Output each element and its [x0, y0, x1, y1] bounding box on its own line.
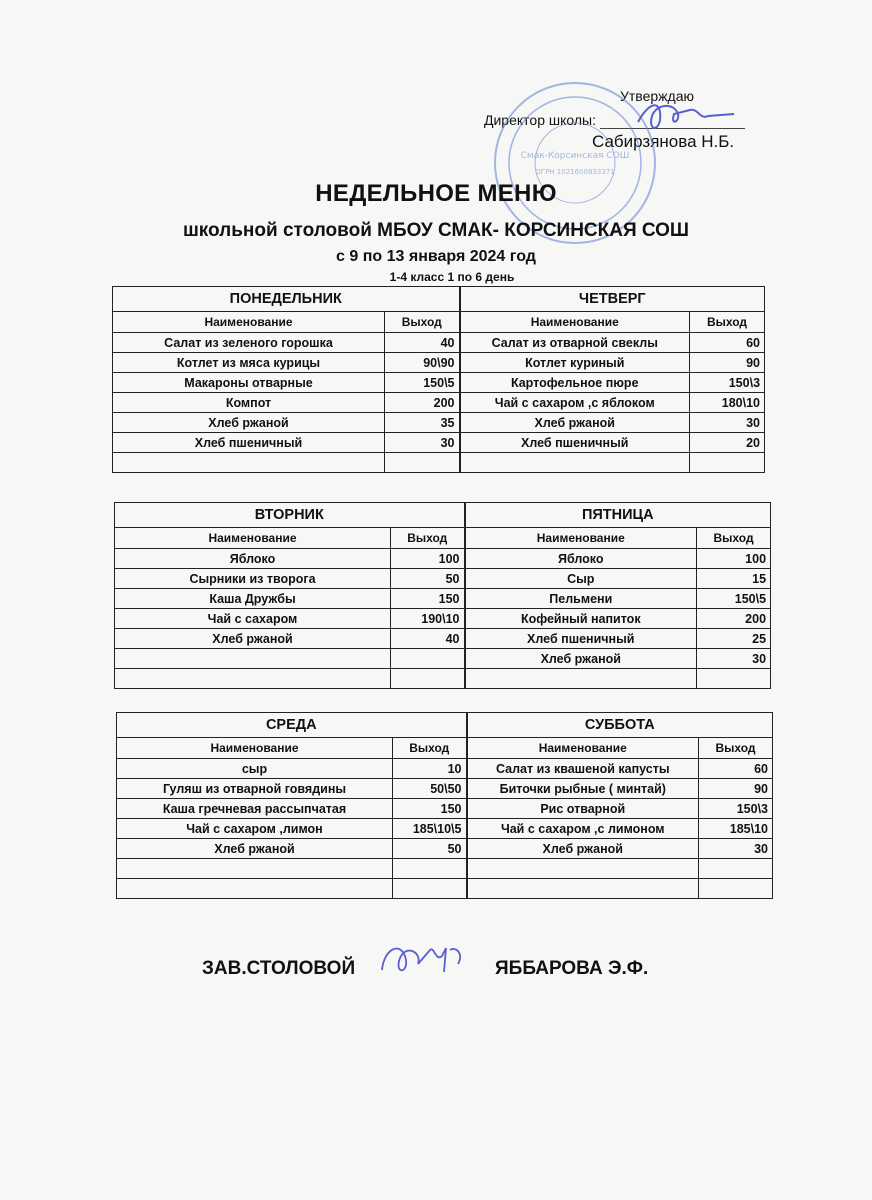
table-row	[113, 433, 765, 453]
table-row	[117, 779, 773, 799]
dish-qty: 20	[690, 433, 765, 453]
dish-qty	[699, 879, 773, 899]
table-row	[113, 453, 765, 473]
table-row	[113, 353, 765, 373]
dish-name: Котлет из мяса курицы	[113, 353, 385, 373]
col-name-header: Наименование	[115, 528, 391, 549]
menu-period: с 9 по 13 января 2024 год	[336, 248, 536, 265]
menu-grades: 1-4 класс 1 по 6 день	[389, 270, 515, 284]
dish-name: Каша Дружбы	[115, 589, 391, 609]
dish-qty: 40	[385, 333, 460, 353]
dish-name: Яблоко	[115, 549, 391, 569]
dish-qty	[391, 669, 465, 689]
dish-qty: 50	[391, 569, 465, 589]
dish-qty	[690, 453, 765, 473]
dish-qty: 30	[699, 839, 773, 859]
dish-name: Хлеб ржаной	[460, 413, 690, 433]
day-name-right: СУББОТА	[467, 713, 773, 738]
day-header-row	[115, 503, 771, 528]
dish-name: Салат из зеленого горошка	[113, 333, 385, 353]
dish-qty	[393, 879, 467, 899]
dish-name: Биточки рыбные ( минтай)	[467, 779, 699, 799]
menu-table-mon-thu	[112, 286, 765, 473]
table-row	[115, 609, 771, 629]
dish-qty	[393, 859, 467, 879]
dish-qty: 60	[699, 759, 773, 779]
table-row	[113, 413, 765, 433]
table-row	[115, 569, 771, 589]
col-qty-header: Выход	[385, 312, 460, 333]
dish-qty: 90\90	[385, 353, 460, 373]
dish-name: Чай с сахаром	[115, 609, 391, 629]
table-row	[117, 819, 773, 839]
dish-qty	[385, 453, 460, 473]
dish-name: сыр	[117, 759, 393, 779]
dish-name	[117, 879, 393, 899]
dish-qty	[699, 859, 773, 879]
dish-qty: 150\3	[690, 373, 765, 393]
dish-qty: 35	[385, 413, 460, 433]
dish-name: Хлеб пшеничный	[460, 433, 690, 453]
dish-name: Сырники из творога	[115, 569, 391, 589]
dish-qty: 50\50	[393, 779, 467, 799]
col-name-header: Наименование	[460, 312, 690, 333]
stamp-text-1: Смак-Корсинская СОШ	[520, 151, 630, 161]
table-row	[117, 859, 773, 879]
col-qty-header: Выход	[391, 528, 465, 549]
dish-qty: 150\5	[697, 589, 771, 609]
dish-name: Яблоко	[465, 549, 697, 569]
col-qty-header: Выход	[393, 738, 467, 759]
dish-qty: 100	[697, 549, 771, 569]
dish-qty: 150	[393, 799, 467, 819]
dish-name: Хлеб ржаной	[115, 629, 391, 649]
director-label: Директор школы:	[484, 112, 596, 128]
table-row	[113, 393, 765, 413]
day-name-right: ЧЕТВЕРГ	[460, 287, 765, 312]
dish-name: Хлеб ржаной	[117, 839, 393, 859]
stamp-text-2: ОГРН 1021600833371	[535, 168, 615, 176]
dish-name	[117, 859, 393, 879]
dish-qty: 200	[697, 609, 771, 629]
day-name-left: ВТОРНИК	[115, 503, 465, 528]
director-signature	[630, 92, 740, 142]
column-header-row	[115, 528, 771, 549]
day-name-right: ПЯТНИЦА	[465, 503, 771, 528]
table-row	[113, 373, 765, 393]
col-name-header: Наименование	[467, 738, 699, 759]
dish-qty: 90	[699, 779, 773, 799]
table-row	[117, 839, 773, 859]
dish-name: Чай с сахаром ,с лимоном	[467, 819, 699, 839]
col-qty-header: Выход	[697, 528, 771, 549]
dish-name	[113, 453, 385, 473]
dish-name: Рис отварной	[467, 799, 699, 819]
table-row	[115, 549, 771, 569]
dish-qty: 185\10\5	[393, 819, 467, 839]
menu-table-tue-fri	[114, 502, 771, 689]
canteen-head-name: ЯББАРОВА Э.Ф.	[495, 958, 649, 979]
dish-name: Чай с сахаром ,с яблоком	[460, 393, 690, 413]
dish-name: Хлеб пшеничный	[465, 629, 697, 649]
dish-qty: 100	[391, 549, 465, 569]
dish-name: Компот	[113, 393, 385, 413]
dish-name: Чай с сахаром ,лимон	[117, 819, 393, 839]
menu-table-wed-sat	[116, 712, 773, 899]
dish-name: Хлеб ржаной	[465, 649, 697, 669]
col-name-header: Наименование	[113, 312, 385, 333]
column-header-row	[113, 312, 765, 333]
approve-label: Утверждаю	[620, 88, 694, 104]
column-header-row	[117, 738, 773, 759]
dish-qty: 30	[385, 433, 460, 453]
dish-qty: 150\5	[385, 373, 460, 393]
table-row	[115, 649, 771, 669]
table-row	[117, 759, 773, 779]
day-header-row	[113, 287, 765, 312]
day-name-left: ПОНЕДЕЛЬНИК	[113, 287, 460, 312]
dish-qty	[697, 669, 771, 689]
dish-name: Макароны отварные	[113, 373, 385, 393]
col-name-header: Наименование	[465, 528, 697, 549]
dish-name: Хлеб ржаной	[467, 839, 699, 859]
canteen-head-signature	[372, 930, 472, 990]
dish-qty: 25	[697, 629, 771, 649]
table-row	[115, 629, 771, 649]
dish-qty: 30	[697, 649, 771, 669]
dish-name: Кофейный напиток	[465, 609, 697, 629]
dish-qty: 30	[690, 413, 765, 433]
day-header-row	[117, 713, 773, 738]
col-qty-header: Выход	[699, 738, 773, 759]
day-name-left: СРЕДА	[117, 713, 467, 738]
dish-qty: 190\10	[391, 609, 465, 629]
table-row	[115, 669, 771, 689]
dish-qty: 200	[385, 393, 460, 413]
dish-qty: 10	[393, 759, 467, 779]
dish-qty: 150\3	[699, 799, 773, 819]
dish-qty: 185\10	[699, 819, 773, 839]
dish-name: Каша гречневая рассыпчатая	[117, 799, 393, 819]
dish-qty: 50	[393, 839, 467, 859]
dish-qty: 40	[391, 629, 465, 649]
dish-qty: 150	[391, 589, 465, 609]
dish-name: Котлет куриный	[460, 353, 690, 373]
dish-qty: 90	[690, 353, 765, 373]
table-row	[115, 589, 771, 609]
dish-name: Сыр	[465, 569, 697, 589]
dish-name	[115, 669, 391, 689]
dish-name	[467, 859, 699, 879]
page-subtitle: школьной столовой МБОУ СМАК- КОРСИНСКАЯ СОШ	[182, 220, 690, 241]
dish-name: Хлеб пшеничный	[113, 433, 385, 453]
table-row	[117, 879, 773, 899]
dish-qty	[391, 649, 465, 669]
dish-name: Хлеб ржаной	[113, 413, 385, 433]
dish-name	[115, 649, 391, 669]
dish-qty: 60	[690, 333, 765, 353]
dish-name: Картофельное пюре	[460, 373, 690, 393]
col-name-header: Наименование	[117, 738, 393, 759]
table-row	[113, 333, 765, 353]
dish-qty: 15	[697, 569, 771, 589]
canteen-head-role: ЗАВ.СТОЛОВОЙ	[202, 958, 356, 979]
col-qty-header: Выход	[690, 312, 765, 333]
page-title: НЕДЕЛЬНОЕ МЕНЮ	[315, 180, 557, 207]
dish-name	[467, 879, 699, 899]
dish-name: Пельмени	[465, 589, 697, 609]
dish-name	[460, 453, 690, 473]
dish-name: Гуляш из отварной говядины	[117, 779, 393, 799]
director-name: Сабирзянова Н.Б.	[592, 132, 735, 151]
dish-qty: 180\10	[690, 393, 765, 413]
dish-name	[465, 669, 697, 689]
dish-name: Салат из отварной свеклы	[460, 333, 690, 353]
table-row	[117, 799, 773, 819]
dish-name: Салат из квашеной капусты	[467, 759, 699, 779]
